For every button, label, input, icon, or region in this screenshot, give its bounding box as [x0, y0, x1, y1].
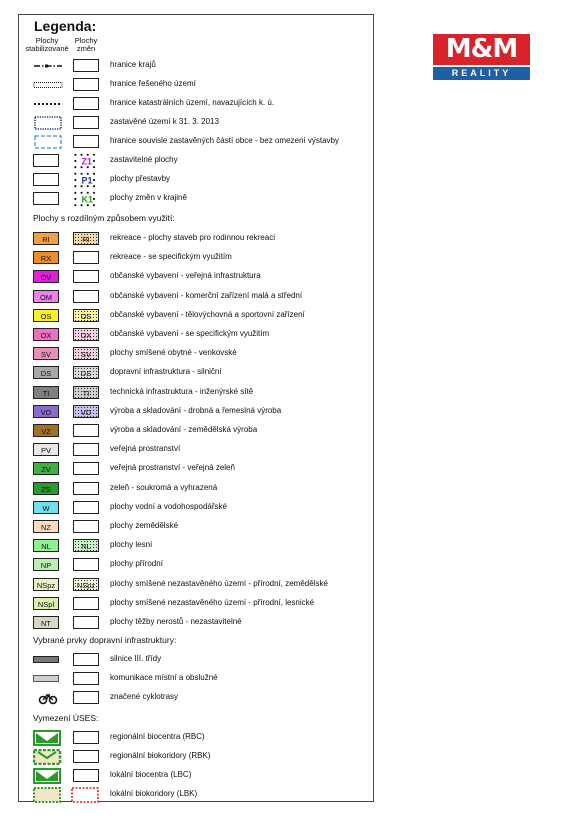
legend-row-rbk: [19, 749, 373, 766]
swatch-empty: [73, 672, 99, 685]
legend-row-area: [19, 519, 373, 536]
swatch-empty: [73, 616, 99, 629]
legend-row-zastavene: [19, 115, 373, 132]
legend-row-area: [19, 557, 373, 574]
legend-row-prestavby: [19, 172, 373, 189]
area-swatch-stabilized: NL: [33, 539, 59, 552]
swatch-empty: [73, 691, 99, 704]
legend-row-area: [19, 231, 373, 248]
lbk-symbol: [33, 787, 63, 803]
column-header-changes: Plochy změn: [74, 36, 98, 53]
area-swatch-change: TI: [73, 386, 99, 399]
area-label: rekreace - plochy staveb pro rodinnou rekreaci: [110, 233, 275, 242]
bicycle-icon: [33, 690, 63, 706]
area-label: občanské vybavení - komerční zařízení malá a střední: [110, 290, 303, 300]
area-swatch-stabilized: NSpz: [33, 578, 59, 591]
label-rbk: regionální biokoridory (RBK): [110, 751, 211, 760]
area-swatch-stabilized: ZS: [33, 482, 59, 495]
area-label: plochy zemědělské: [110, 521, 179, 530]
legend-row-katastr: [19, 96, 373, 113]
legend-row-area: [19, 269, 373, 286]
rbk-symbol: [33, 749, 63, 765]
area-label: plochy smíšené nezastavěného území - přírodní, lesnické: [110, 597, 315, 607]
lbc-symbol: [33, 768, 63, 784]
swatch-empty: [73, 597, 99, 610]
area-swatch-stabilized: NP: [33, 558, 59, 571]
legend-row-area: [19, 289, 373, 306]
legend-row-kraj: [19, 58, 373, 75]
legend-row-cycle: [19, 690, 373, 707]
area-swatch-change: OS: [73, 309, 99, 322]
swatch-empty: [73, 135, 99, 148]
legend-row-area: [19, 461, 373, 478]
area-label: plochy lesní: [110, 540, 153, 550]
change-symbol-z: [71, 153, 101, 169]
legend-row-zastavitelne: [19, 153, 373, 170]
swatch-empty: [33, 192, 59, 205]
logo-tagline: REALITY: [433, 67, 530, 80]
label-katastr: hranice katastrálních území, navazujících k. ú.: [110, 98, 275, 107]
rbc-symbol: [33, 730, 63, 746]
label-zastavene: zastavěné území k 31. 3. 2013: [110, 117, 219, 126]
legend-row-area: [19, 308, 373, 325]
area-swatch-stabilized: DS: [33, 366, 59, 379]
swatch-empty: [73, 750, 99, 763]
swatch-empty: [73, 270, 99, 283]
svg-text:Z1: Z1: [81, 156, 92, 167]
label-zastavitelne: zastavitelné plochy: [110, 155, 178, 164]
legend-row-area: [19, 327, 373, 344]
label-cycle: značené cyklotrasy: [110, 692, 179, 701]
swatch-empty: [73, 558, 99, 571]
label-kraj: hranice krajů: [110, 60, 156, 69]
line-symbol-zastavene: [33, 115, 63, 131]
legend-row-rbc: [19, 730, 373, 747]
lbk-change-symbol: [71, 787, 101, 803]
area-swatch-stabilized: RI: [33, 232, 59, 245]
road-light-symbol: [33, 675, 59, 682]
area-label: výroba a skladování - drobná a řemeslná výroba: [110, 405, 282, 415]
area-swatch-stabilized: OS: [33, 309, 59, 322]
area-swatch-stabilized: VZ: [33, 424, 59, 437]
swatch-empty: [73, 78, 99, 91]
area-label: plochy těžby nerostů - nezastavitelné: [110, 617, 242, 626]
swatch-empty: [73, 290, 99, 303]
label-lbk: lokální biokoridory (LBK): [110, 789, 198, 798]
area-swatch-stabilized: OM: [33, 290, 59, 303]
area-label: plochy smíšené obytné - venkovské: [110, 348, 237, 358]
change-symbol-k: [71, 191, 101, 207]
area-label: plochy smíšené nezastavěného území - přírodní, zemědělské: [110, 578, 328, 588]
swatch-empty: [73, 520, 99, 533]
area-swatch-change: RI: [73, 232, 99, 245]
swatch-empty: [73, 443, 99, 456]
section-doprava: Vybrané prvky dopravní infrastruktury:: [33, 635, 177, 645]
area-swatch-stabilized: OX: [33, 328, 59, 341]
mm-reality-logo: [433, 34, 530, 80]
legend-row-reseneho: [19, 77, 373, 94]
label-reseneho: hranice řešeného území: [110, 79, 196, 88]
label-rbc: regionální biocentra (RBC): [110, 732, 205, 741]
legend-row-souvisle: [19, 134, 373, 151]
area-swatch-stabilized: NZ: [33, 520, 59, 533]
area-swatch-change: NSpz: [73, 578, 99, 591]
label-souvisle: hranice souvisle zastavěných částí obce - bez omezení výstavby: [110, 136, 339, 145]
legend-row-area: [19, 423, 373, 440]
swatch-empty: [73, 462, 99, 475]
legend-title: Legenda:: [34, 18, 97, 34]
legend-row-krajine: [19, 191, 373, 208]
section-uses: Vymezení ÚSES:: [33, 713, 99, 723]
swatch-empty: [73, 731, 99, 744]
area-swatch-change: NL: [73, 539, 99, 552]
area-label: občanské vybavení - se specifickým využitím: [110, 329, 270, 338]
area-swatch-stabilized: ZV: [33, 462, 59, 475]
swatch-empty: [33, 173, 59, 186]
area-swatch-change: SV: [73, 347, 99, 360]
swatch-empty: [73, 251, 99, 264]
legend-row-area: [19, 346, 373, 363]
legend-row-area: [19, 442, 373, 459]
area-swatch-stabilized: SV: [33, 347, 59, 360]
legend-row-area: [19, 250, 373, 267]
legend-row-area: [19, 538, 373, 555]
swatch-empty: [73, 116, 99, 129]
swatch-empty: [73, 424, 99, 437]
legend-row-lbc: [19, 768, 373, 785]
swatch-empty: [73, 501, 99, 514]
line-symbol-reseneho: [33, 77, 63, 93]
swatch-empty: [33, 154, 59, 167]
swatch-empty: [73, 97, 99, 110]
area-swatch-stabilized: NSpl: [33, 597, 59, 610]
legend-row-area: [19, 577, 373, 594]
line-symbol-souvisle: [33, 134, 63, 150]
legend-row-area: [19, 481, 373, 498]
column-header-stabilized: Plochy stabilizované: [25, 36, 69, 53]
svg-text:P1: P1: [81, 175, 93, 186]
area-swatch-stabilized: W: [33, 501, 59, 514]
legend-row-road-3: [19, 652, 373, 669]
section-zpusob: Plochy s rozdílným způsobem využití:: [33, 213, 175, 223]
area-label: plochy vodní a vodohospodářské: [110, 501, 227, 511]
legend-row-area: [19, 615, 373, 632]
area-label: veřejná prostranství: [110, 444, 181, 454]
label-road-3: silnice III. třídy: [110, 654, 162, 663]
legend-row-area: [19, 596, 373, 613]
area-label: technická infrastruktura - inženýrské sítě: [110, 386, 254, 396]
swatch-empty: [73, 653, 99, 666]
svg-text:K1: K1: [81, 194, 93, 205]
area-label: rekreace - se specifickým využitím: [110, 252, 232, 262]
area-swatch-stabilized: TI: [33, 386, 59, 399]
area-label: občanské vybavení - veřejná infrastruktura: [110, 271, 261, 281]
area-swatch-change: VD: [73, 405, 99, 418]
swatch-empty: [73, 769, 99, 782]
swatch-empty: [73, 59, 99, 72]
area-swatch-stabilized: VD: [33, 405, 59, 418]
map-legend: [18, 14, 374, 802]
road-dark-symbol: [33, 656, 59, 663]
area-swatch-stabilized: OV: [33, 270, 59, 283]
area-swatch-change: OX: [73, 328, 99, 341]
area-swatch-change: DS: [73, 366, 99, 379]
area-label: výroba a skladování - zemědělská výroba: [110, 425, 258, 434]
label-lbc: lokální biocentra (LBC): [110, 770, 192, 779]
area-label: dopravní infrastruktura - silniční: [110, 367, 222, 377]
area-label: zeleň - soukromá a vyhrazená: [110, 482, 218, 492]
label-krajine: plochy změn v krajině: [110, 193, 187, 202]
area-swatch-stabilized: NT: [33, 616, 59, 629]
label-road-local: komunikace místní a obslužné: [110, 673, 218, 682]
legend-row-lbk: [19, 787, 373, 804]
label-prestavby: plochy přestavby: [110, 174, 171, 183]
swatch-empty: [73, 482, 99, 495]
area-label: občanské vybavení - tělovýchovná a sportovní zařízení: [110, 309, 305, 319]
area-label: plochy přírodní: [110, 559, 163, 569]
legend-row-road-local: [19, 671, 373, 688]
legend-row-area: [19, 385, 373, 402]
line-symbol-katastr: [33, 96, 63, 112]
legend-row-area: [19, 365, 373, 382]
line-symbol-kraj: [33, 58, 63, 74]
area-swatch-stabilized: PV: [33, 443, 59, 456]
logo-brand: M&M: [433, 34, 530, 65]
legend-row-area: [19, 404, 373, 421]
area-label: veřejná prostranství - veřejná zeleň: [110, 463, 235, 473]
area-swatch-stabilized: RX: [33, 251, 59, 264]
change-symbol-p: [71, 172, 101, 188]
legend-row-area: [19, 500, 373, 517]
